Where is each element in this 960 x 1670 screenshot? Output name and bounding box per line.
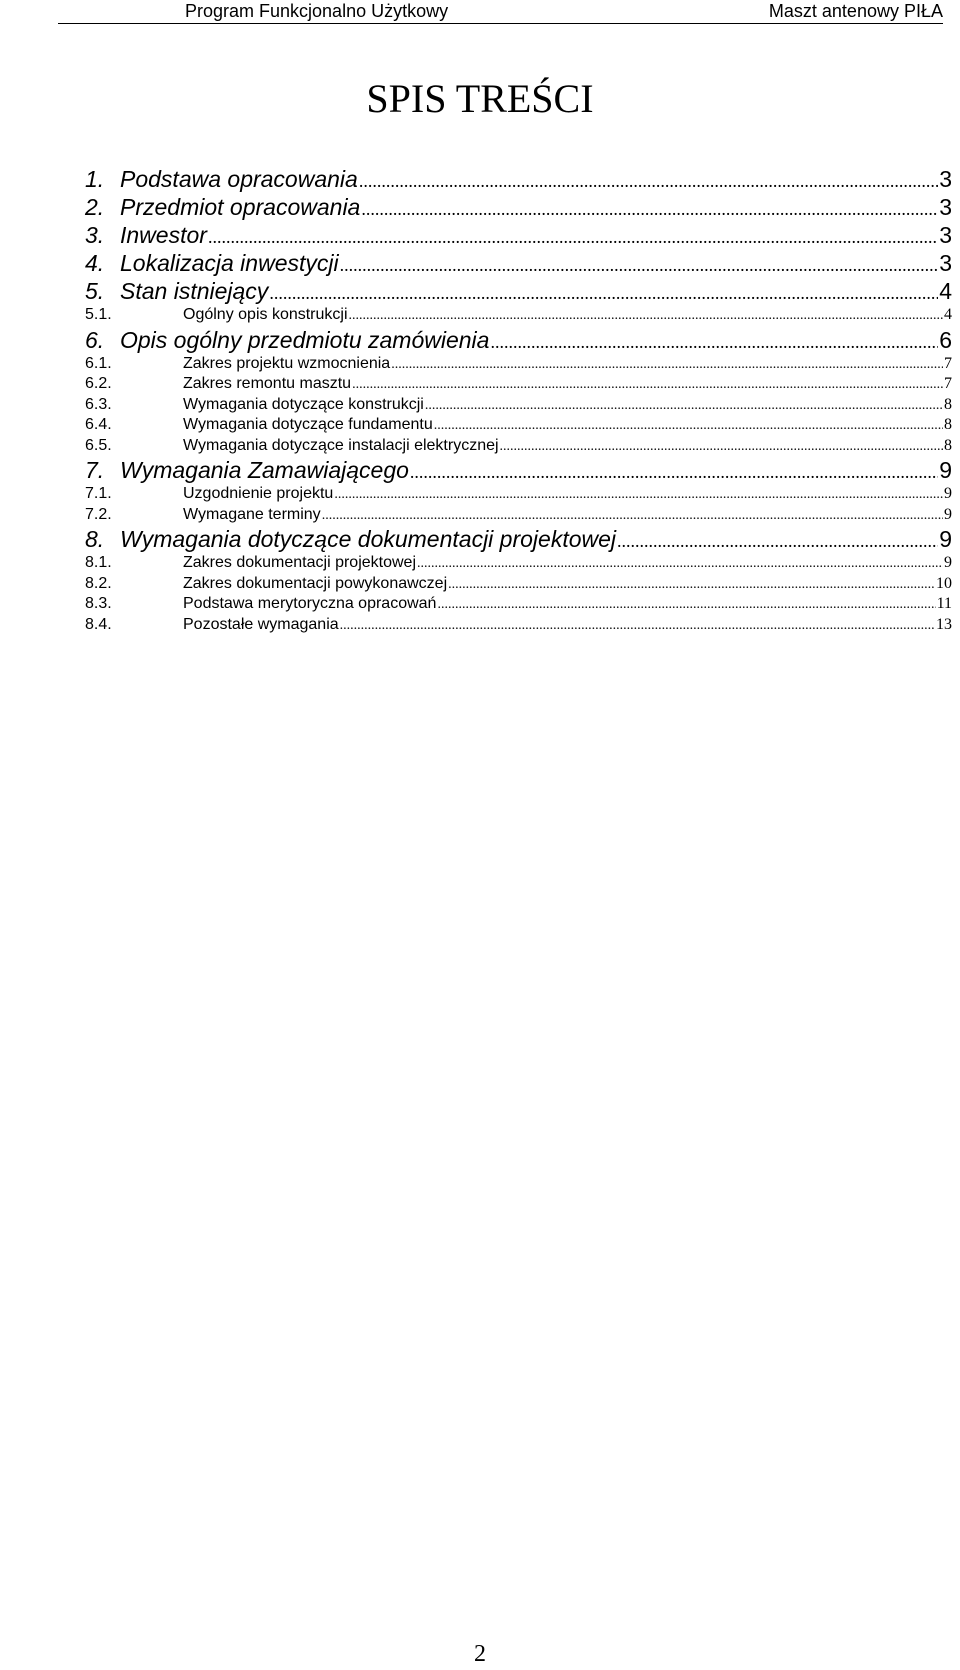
toc-entry-page: 9 [939, 526, 952, 552]
header-divider [58, 23, 943, 24]
toc-subentry[interactable] [85, 484, 952, 505]
toc-entry[interactable] [85, 193, 952, 221]
toc-entry-number: 4. [85, 250, 105, 276]
toc-entry-label: Stan istniejący [120, 278, 269, 304]
toc-subentry-page: 9 [944, 554, 952, 571]
toc-subentry-page: 10 [936, 574, 952, 592]
toc-subentry[interactable] [85, 574, 952, 595]
toc-subentry-page: 9 [944, 485, 952, 502]
toc-entry[interactable] [85, 165, 952, 193]
toc-dot-leader [425, 396, 943, 417]
toc-subentry[interactable] [85, 615, 952, 636]
toc-subentry-number: 8.1. [85, 554, 112, 571]
toc-subentry-label: Zakres projektu wzmocnienia [183, 354, 391, 372]
toc-dot-leader [437, 595, 935, 616]
toc-subentry-page: 11 [936, 595, 952, 612]
toc-dot-leader [269, 279, 938, 307]
toc-entry-page: 3 [939, 222, 952, 248]
toc-subentry-number: 8.2. [85, 574, 112, 592]
toc-dot-leader [359, 167, 938, 195]
toc-entry[interactable] [85, 249, 952, 277]
toc-subentry-label: Wymagane terminy [183, 505, 321, 523]
toc-dot-leader [500, 437, 943, 458]
toc-entry-page: 4 [939, 278, 952, 304]
toc-subentry[interactable] [85, 395, 952, 416]
toc-subentry-page: 8 [944, 416, 952, 433]
toc-subentry-page: 7 [944, 375, 952, 392]
toc-entry[interactable] [85, 277, 952, 305]
toc-subentry-number: 8.3. [85, 595, 112, 612]
page-header [0, 0, 960, 30]
toc-subentry-page: 4 [944, 306, 952, 323]
toc-dot-leader [340, 251, 939, 279]
toc-subentry-label: Wymagania dotyczące konstrukcji [183, 395, 424, 413]
toc-entry[interactable] [85, 525, 952, 553]
header-document-title: Program Funkcjonalno Użytkowy [185, 1, 449, 21]
toc-entry-label: Inwestor [120, 222, 207, 248]
toc-subentry[interactable] [85, 436, 952, 457]
toc-subentry[interactable] [85, 415, 952, 436]
toc-dot-leader [391, 355, 943, 376]
toc-entry-label: Wymagania dotyczące dokumentacji projektowej [120, 526, 617, 552]
toc-dot-leader [410, 458, 938, 486]
toc-subentry-page: 13 [936, 615, 952, 633]
toc-subentry[interactable] [85, 354, 952, 375]
toc-subentry-number: 6.4. [85, 416, 112, 433]
toc-entry-number: 3. [85, 222, 105, 248]
toc-entry-label: Wymagania Zamawiającego [120, 457, 409, 483]
toc-subentry[interactable] [85, 505, 952, 526]
toc-dot-leader [417, 554, 943, 575]
table-of-contents [85, 165, 952, 635]
toc-dot-leader [617, 527, 938, 555]
toc-subentry-page: 9 [944, 505, 952, 523]
toc-subentry-number: 6.1. [85, 354, 112, 372]
toc-entry-number: 7. [85, 457, 105, 483]
toc-entry-number: 6. [85, 326, 105, 353]
toc-subentry[interactable] [85, 594, 952, 615]
toc-entry[interactable] [85, 326, 952, 354]
toc-subentry-number: 6.3. [85, 395, 112, 413]
toc-subentry-number: 7.1. [85, 485, 112, 502]
toc-dot-leader [448, 575, 935, 596]
toc-dot-leader [361, 195, 938, 223]
toc-dot-leader [208, 223, 938, 251]
toc-dot-leader [490, 328, 938, 356]
page-number: 2 [474, 1641, 486, 1667]
toc-subentry[interactable] [85, 374, 952, 395]
toc-subentry-label: Ogólny opis konstrukcji [183, 306, 348, 323]
header-project-name: Maszt antenowy PIŁA [768, 1, 943, 21]
toc-dot-leader [340, 616, 935, 637]
toc-subentry-label: Uzgodnienie projektu [183, 485, 334, 502]
toc-dot-leader [352, 375, 943, 396]
toc-dot-leader [434, 416, 943, 437]
toc-subentry[interactable] [85, 305, 952, 326]
toc-subentry[interactable] [85, 553, 952, 574]
toc-subentry-label: Wymagania dotyczące fundamentu [183, 416, 433, 433]
toc-subentry-label: Podstawa merytoryczna opracowań [183, 595, 437, 612]
page-title: SPIS TREŚCI [366, 76, 594, 121]
toc-entry-number: 2. [85, 194, 105, 220]
toc-subentry-number: 6.2. [85, 375, 112, 392]
toc-entry[interactable] [85, 221, 952, 249]
toc-dot-leader [349, 306, 943, 327]
toc-subentry-number: 8.4. [85, 615, 112, 633]
toc-entry-label: Przedmiot opracowania [120, 194, 361, 220]
toc-subentry-page: 8 [944, 436, 952, 454]
toc-entry-label: Opis ogólny przedmiotu zamówienia [120, 326, 490, 353]
toc-entry[interactable] [85, 456, 952, 484]
toc-subentry-label: Zakres dokumentacji powykonawczej [183, 574, 448, 592]
toc-entry-page: 3 [939, 166, 952, 192]
toc-dot-leader [322, 506, 943, 527]
toc-subentry-page: 7 [944, 354, 952, 372]
toc-entry-page: 6 [939, 326, 952, 353]
toc-subentry-label: Wymagania dotyczące instalacji elektrycznej [183, 436, 499, 454]
toc-entry-label: Podstawa opracowania [120, 166, 358, 192]
toc-subentry-label: Zakres remontu masztu [183, 375, 352, 392]
toc-entry-number: 5. [85, 278, 105, 304]
toc-dot-leader [334, 485, 943, 506]
toc-entry-number: 1. [85, 166, 105, 192]
toc-entry-page: 3 [939, 194, 952, 220]
toc-entry-page: 3 [939, 250, 952, 276]
toc-subentry-number: 5.1. [85, 306, 112, 323]
toc-subentry-number: 6.5. [85, 436, 112, 454]
toc-entry-label: Lokalizacja inwestycji [120, 250, 339, 276]
toc-entry-number: 8. [85, 526, 105, 552]
toc-subentry-label: Pozostałe wymagania [183, 615, 339, 633]
toc-subentry-label: Zakres dokumentacji projektowej [183, 554, 416, 571]
toc-subentry-number: 7.2. [85, 505, 112, 523]
toc-entry-page: 9 [939, 457, 952, 483]
toc-subentry-page: 8 [944, 395, 952, 413]
